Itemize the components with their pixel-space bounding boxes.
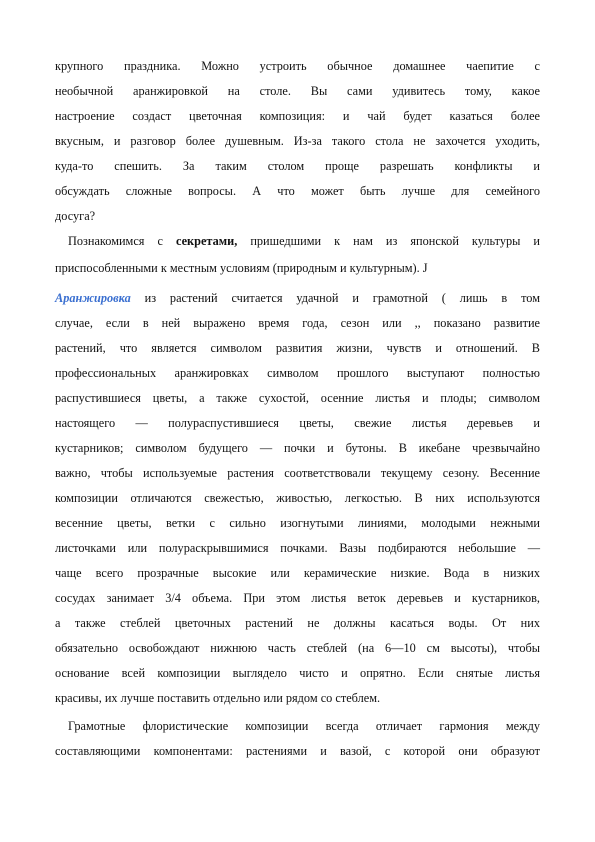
text-line: чаще всего прозрачные высокие или керамические низкие. Вода в низких: [55, 566, 540, 580]
text-line: красивы, их лучше поставить отдельно или рядом со стеблем.: [55, 691, 381, 705]
text-line: кустарников; символом будущего — почки и бутоны. В икебане чрезвычайно: [55, 441, 540, 455]
text-line: вкусным, и разговор более душевным. Из-за такого стола не захочется уходить,: [55, 134, 540, 148]
text-line: основание всей композиции выглядело чисто и опрятно. Если снятые листья: [55, 666, 540, 680]
text-line: досуга?: [55, 209, 96, 223]
text-line: крупного праздника. Можно устроить обычное домашнее чаепитие с: [55, 59, 540, 73]
highlighted-term: Аранжировка: [55, 291, 131, 305]
text-line: композиции отличаются свежестью, живостью, легкостью. В них используются: [55, 491, 540, 505]
text-line: настоящего — полураспустившиеся цветы, свежие листья деревьев и: [55, 416, 540, 430]
text-line: [55, 290, 540, 306]
text-line: весенние цветы, ветки с сильно изогнутыми линиями, молодыми нежными: [55, 516, 540, 530]
text-run: из растений считается удачной и грамотной ( лишь в том: [130, 291, 540, 305]
text-line: растений, что является символом развития жизни, чувств и отношений. В: [55, 341, 540, 355]
text-line: листочками или полураскрывшимися почками. Вазы подбираются небольшие —: [55, 541, 540, 555]
text-line: случае, если в ней выражено время года, сезон или ,, показано развитие: [55, 316, 540, 330]
text-line: профессиональных аранжировках символом прошлого выступают полностью: [55, 366, 540, 380]
text-line: Грамотные флористические композиции всегда отличает гармония между: [68, 719, 540, 733]
text-run: пришедшими к нам из японской культуры и: [237, 234, 540, 248]
text-line: приспособленными к местным условиям (природным и культурным). J: [55, 261, 428, 275]
text-line: настроение создаст цветочная композиция: и чай будет казаться более: [55, 109, 540, 123]
text-line: обсуждать сложные вопросы. А что может быть лучше для семейного: [55, 184, 540, 198]
text-line: куда-то спешить. За таким столом проще разрешать конфликты и: [55, 159, 540, 173]
text-line: составляющими компонентами: растениями и вазой, с которой они образуют: [55, 744, 540, 758]
text-line: обязательно освобождают нижнюю часть стеблей (на 6—10 см высоты), чтобы: [55, 641, 540, 655]
bold-term: секретами,: [175, 234, 238, 248]
text-line: необычной аранжировкой на столе. Вы сами удивитесь тому, какое: [55, 84, 540, 98]
text-line: а также стеблей цветочных растений не должны касаться воды. От них: [55, 616, 540, 630]
text-run: Познакомимся с: [68, 234, 176, 248]
text-line: [68, 233, 540, 249]
text-line: сосудах занимает 3/4 объема. При этом листья веток деревьев и кустарников,: [55, 591, 540, 605]
text-line: важно, чтобы используемые растения соответствовали текущему сезону. Весенние: [55, 466, 540, 480]
text-line: распустившиеся цветы, а также сухостой, осенние листья и плоды; символом: [55, 391, 540, 405]
